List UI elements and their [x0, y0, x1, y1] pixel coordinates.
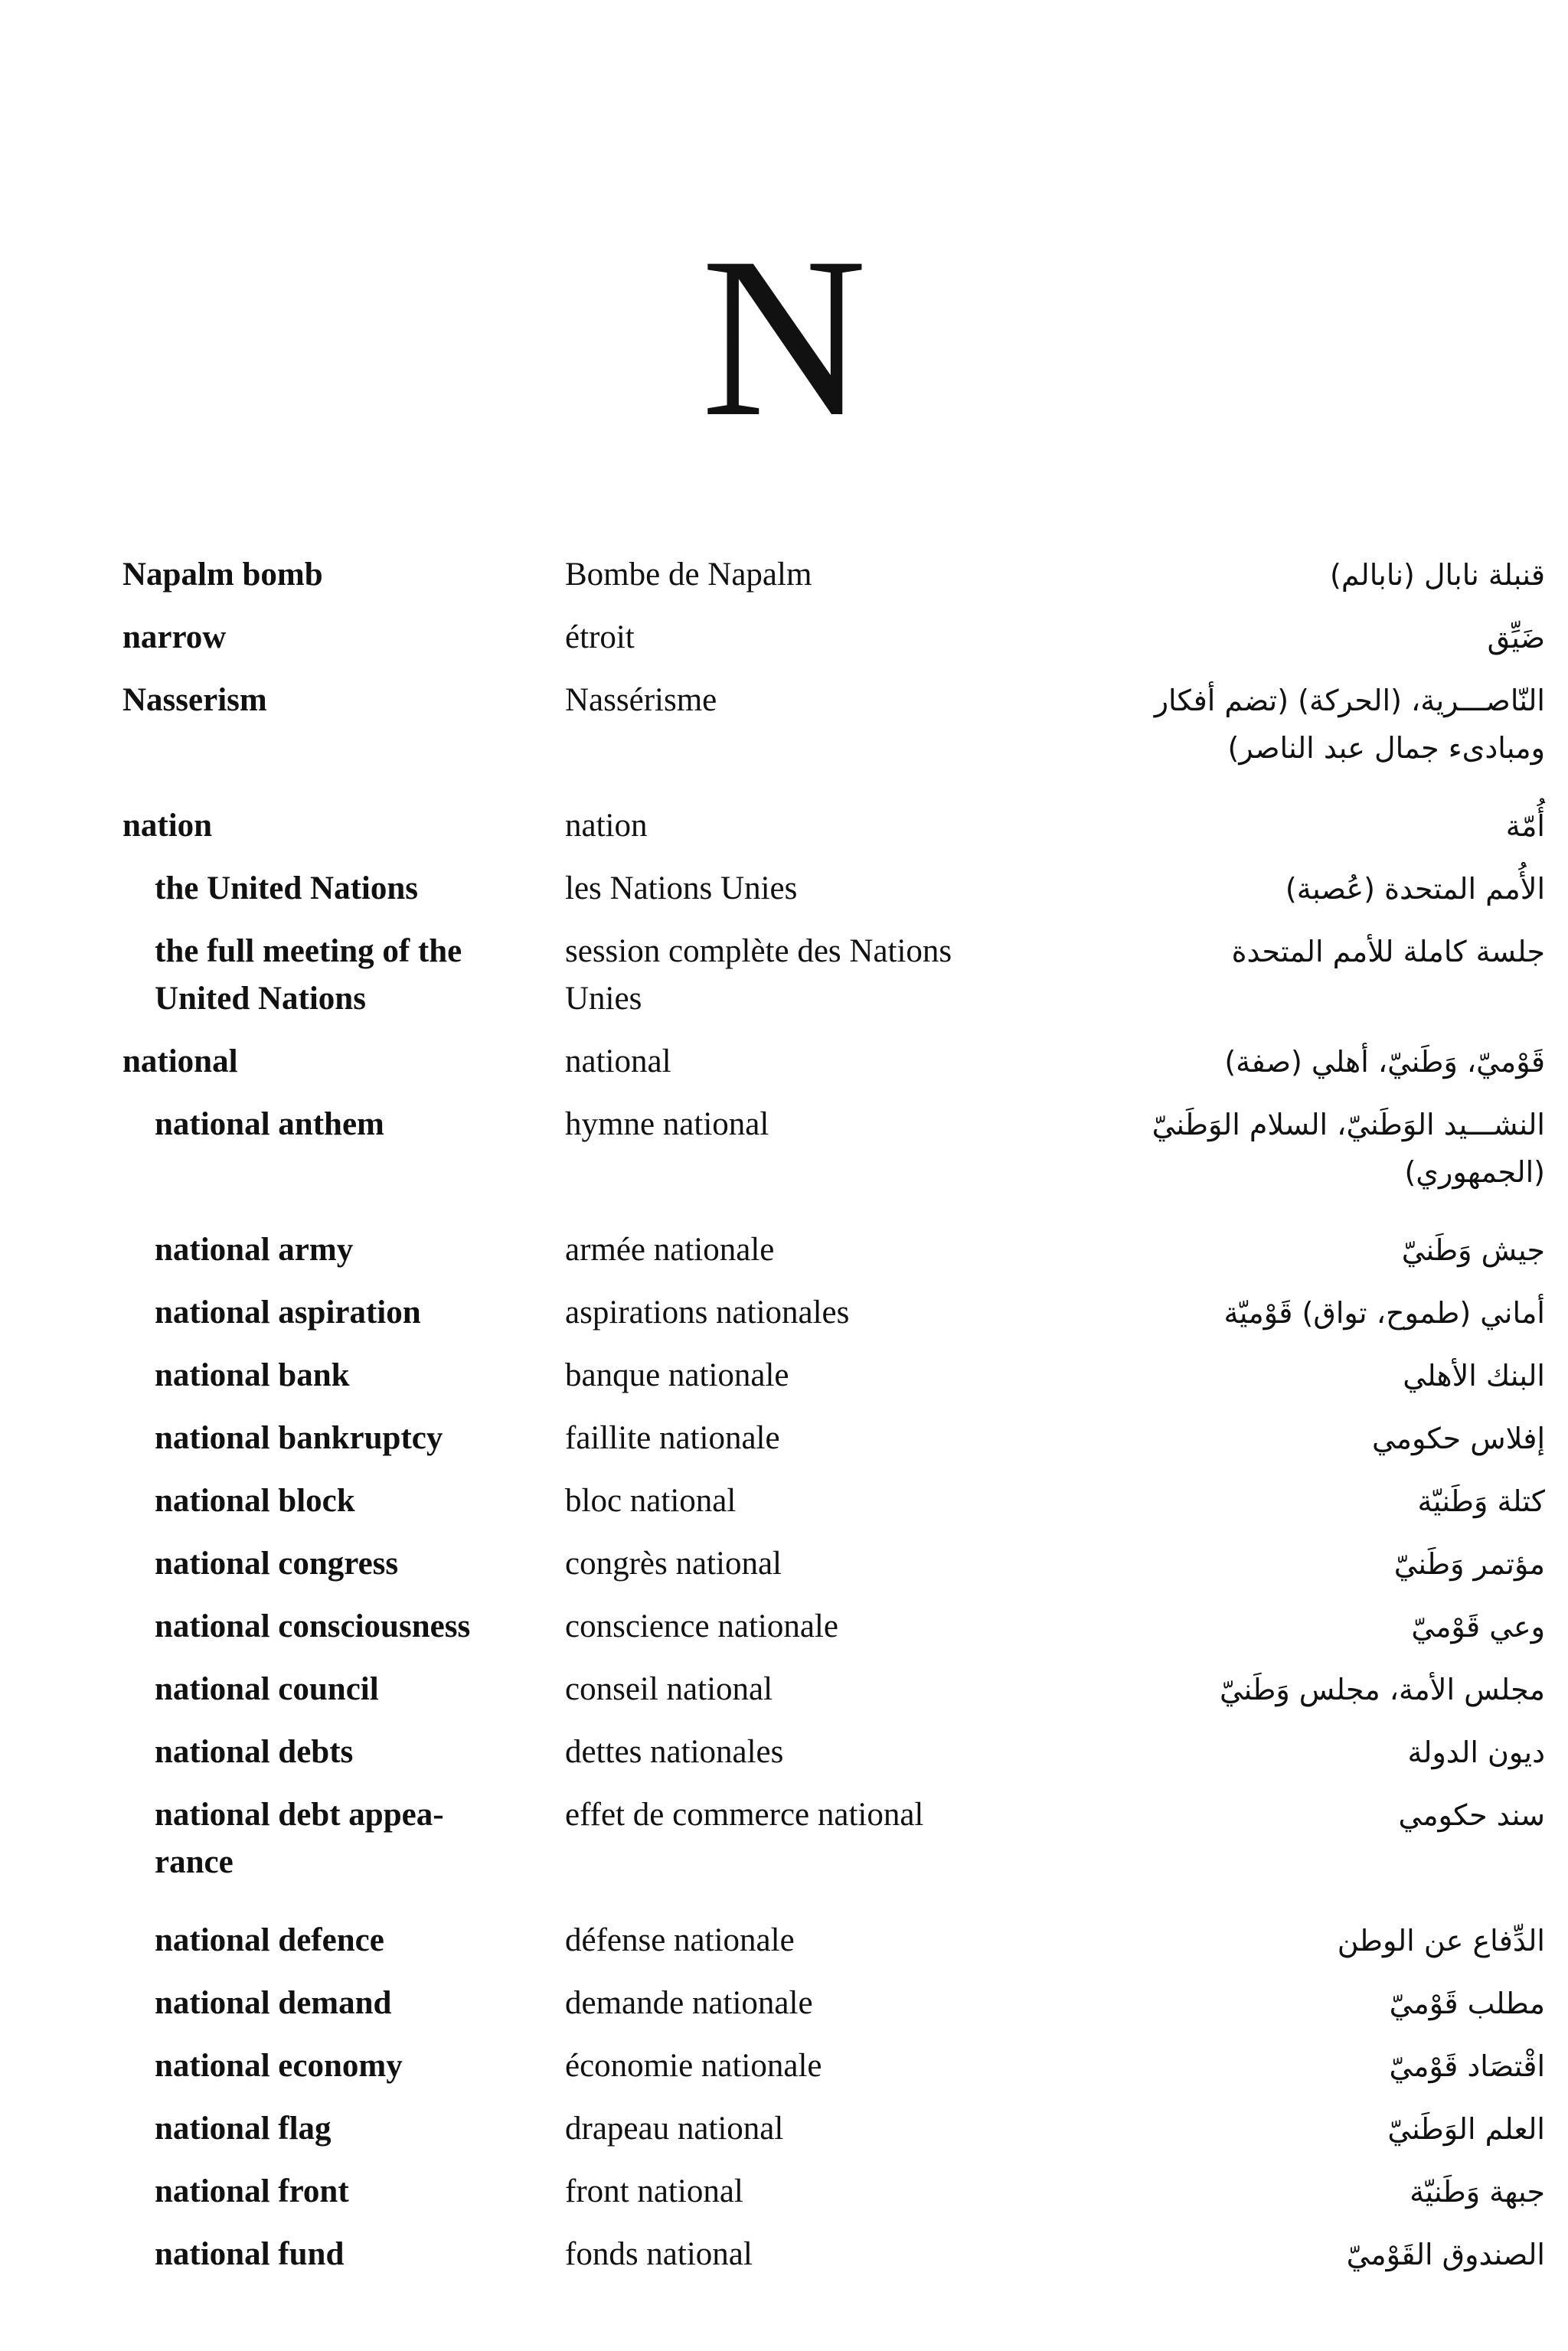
french-term: les Nations Unies	[565, 870, 798, 906]
french-term: fonds national	[565, 2236, 753, 2272]
arabic-term: مؤتمر وَطَنيّ	[1393, 1547, 1545, 1581]
arabic-term: ديون الدولة	[1407, 1735, 1545, 1769]
dictionary-subentry	[0, 1603, 1568, 1666]
english-term: nation	[122, 808, 213, 844]
arabic-term: العلم الوَطَنيّ	[1387, 2112, 1545, 2146]
english-term: national council	[155, 1671, 379, 1707]
dictionary-subentry	[0, 1478, 1568, 1540]
dictionary-subentry	[0, 1540, 1568, 1603]
dictionary-subentry	[0, 1101, 1568, 1211]
french-term: étroit	[565, 619, 635, 655]
dictionary-subentry	[0, 1980, 1568, 2042]
english-term: national defence	[155, 1922, 384, 1958]
french-term: Nassérisme	[565, 682, 717, 718]
arabic-term: إفلاس حكومي	[1372, 1422, 1545, 1455]
arabic-term: أماني (طموح، تواق) قَوْميّة	[1223, 1296, 1545, 1330]
english-term: national consciousness	[155, 1608, 471, 1644]
english-term: national anthem	[155, 1106, 384, 1142]
dictionary-entry	[0, 614, 1568, 677]
french-term: front national	[565, 2173, 743, 2209]
french-term: national	[565, 1043, 671, 1079]
arabic-term: الدِّفاع عن الوطن	[1337, 1924, 1545, 1958]
arabic-term: مطلب قَوْميّ	[1389, 1987, 1545, 2020]
english-term: national bankruptcy	[155, 1420, 443, 1456]
english-term: national aspiration	[155, 1295, 421, 1331]
english-term: Nasserism	[122, 682, 267, 718]
arabic-term: جيش وَطَنيّ	[1401, 1233, 1545, 1267]
french-term: dettes nationales	[565, 1734, 784, 1770]
arabic-term: اقْتصَاد قَوْميّ	[1389, 2049, 1545, 2083]
french-term: Bombe de Napalm	[565, 557, 812, 593]
arabic-term: وعي قَوْميّ	[1411, 1610, 1545, 1644]
dictionary-subentry	[0, 2042, 1568, 2105]
dictionary-subentry	[0, 865, 1568, 928]
english-term: Napalm bomb	[122, 557, 323, 593]
dictionary-entries	[0, 551, 1568, 2294]
dictionary-subentry	[0, 1666, 1568, 1729]
dictionary-subentry	[0, 2168, 1568, 2231]
french-term: hymne national	[565, 1106, 769, 1142]
dictionary-entry	[0, 1038, 1568, 1101]
english-term: national front	[155, 2173, 349, 2209]
dictionary-subentry	[0, 928, 1568, 1038]
arabic-term: ضَيِّق	[1487, 621, 1545, 655]
arabic-term: البنك الأهلي	[1403, 1359, 1545, 1393]
arabic-term: جبهة وَطَنيّة	[1410, 2175, 1545, 2209]
french-term: demande nationale	[565, 1985, 813, 2021]
dictionary-subentry	[0, 1352, 1568, 1415]
english-term: the full meeting of the United Nations	[155, 933, 462, 1017]
dictionary-subentry	[0, 2231, 1568, 2294]
french-term: congrès national	[565, 1546, 782, 1582]
arabic-term: جلسة كاملة للأمم المتحدة	[1231, 935, 1545, 968]
french-term: effet de commerce national	[565, 1797, 924, 1833]
english-term: national congress	[155, 1546, 399, 1582]
dictionary-entry	[0, 677, 1568, 787]
english-term: the United Nations	[155, 870, 419, 906]
french-term: drapeau national	[565, 2111, 784, 2147]
english-term: national fund	[155, 2236, 345, 2272]
french-term: conseil national	[565, 1671, 773, 1707]
dictionary-subentry	[0, 1289, 1568, 1352]
dictionary-entry	[0, 802, 1568, 865]
french-term: session complète des Nations Unies	[565, 933, 952, 1017]
english-term: national block	[155, 1483, 355, 1519]
arabic-term: الأُمم المتحدة (عُصبة)	[1285, 872, 1545, 906]
arabic-term: كتلة وَطَنيّة	[1417, 1484, 1545, 1518]
section-letter-heading: N	[701, 210, 867, 464]
english-term: national debt appea- rance	[155, 1797, 444, 1880]
english-term: national economy	[155, 2048, 403, 2084]
arabic-term: مجلس الأمة، مجلس وَطَنيّ	[1219, 1673, 1545, 1706]
dictionary-subentry	[0, 1226, 1568, 1289]
french-term: faillite nationale	[565, 1420, 780, 1456]
dictionary-subentry	[0, 1415, 1568, 1478]
french-term: armée nationale	[565, 1232, 775, 1268]
english-term: national army	[155, 1232, 354, 1268]
english-term: national debts	[155, 1734, 354, 1770]
french-term: banque nationale	[565, 1357, 789, 1393]
french-term: conscience nationale	[565, 1608, 838, 1644]
french-term: économie nationale	[565, 2048, 822, 2084]
dictionary-subentry	[0, 1917, 1568, 1980]
english-term: national demand	[155, 1985, 392, 2021]
dictionary-subentry	[0, 1791, 1568, 1902]
french-term: aspirations nationales	[565, 1295, 850, 1331]
french-term: défense nationale	[565, 1922, 795, 1958]
arabic-term: النشـــيد الوَطَنيّ، السلام الوَطَنيّ (الجمهوري)	[1152, 1108, 1545, 1189]
arabic-term: أُمّة	[1505, 809, 1545, 843]
dictionary-entry	[0, 551, 1568, 614]
arabic-term: قَوْميّ، وَطَنيّ، أهلي (صفة)	[1224, 1045, 1545, 1079]
arabic-term: قنبلة نابال (نابالم)	[1330, 558, 1545, 592]
dictionary-subentry	[0, 1729, 1568, 1791]
english-term: national flag	[155, 2111, 332, 2147]
arabic-term: النّاصـــرية، (الحركة) (تضم أفكار ومبادىء جمال عبد الناصر)	[1154, 684, 1545, 765]
arabic-term: الصندوق القَوْميّ	[1346, 2238, 1545, 2271]
french-term: nation	[565, 808, 648, 844]
english-term: national bank	[155, 1357, 350, 1393]
arabic-term: سند حكومي	[1398, 1798, 1545, 1832]
french-term: bloc national	[565, 1483, 737, 1519]
english-term: national	[122, 1043, 238, 1079]
english-term: narrow	[122, 619, 227, 655]
dictionary-subentry	[0, 2105, 1568, 2168]
